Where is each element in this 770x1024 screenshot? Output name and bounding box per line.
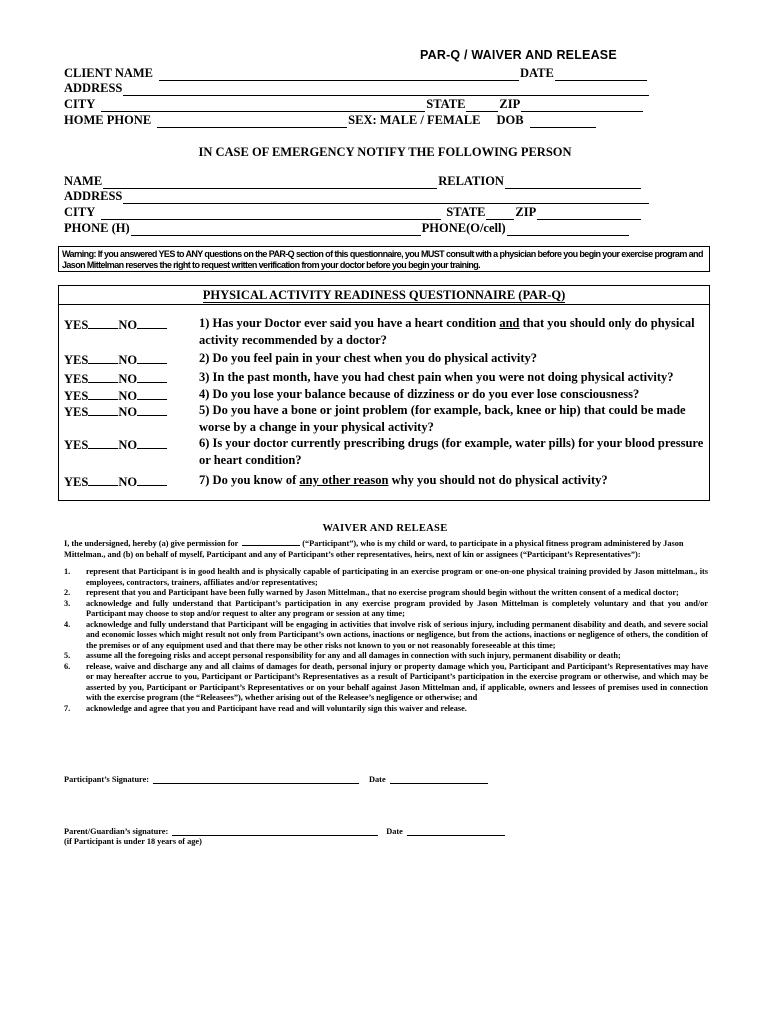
yes-field-2[interactable] [88, 352, 118, 364]
state-label: STATE [426, 97, 466, 111]
sex-label: SEX: MALE / FEMALE [348, 113, 481, 127]
yes-field-5[interactable] [88, 404, 118, 416]
no-label: NO [118, 389, 138, 403]
yes-field-6[interactable] [88, 437, 118, 449]
waiver-item [64, 599, 708, 620]
waiver-item-number: 2. [64, 588, 71, 597]
waiver-item [64, 651, 708, 662]
answer-row-6 [64, 437, 167, 453]
question-1-pre: 1) Has your Doctor ever said you have a heart condition [199, 316, 500, 330]
question-2: 2) Do you feel pain in your chest when you do physical activity? [199, 351, 537, 365]
answer-row-2 [64, 352, 167, 368]
zip-label: ZIP [499, 97, 521, 111]
phone-o-label: PHONE(O/cell) [421, 221, 506, 235]
dob-label: DOB [496, 113, 524, 127]
state-field[interactable] [466, 99, 498, 112]
client-name-field[interactable] [159, 68, 519, 81]
no-field-1[interactable] [137, 317, 167, 329]
emergency-address-field[interactable] [123, 191, 649, 204]
emergency-zip-field[interactable] [537, 207, 641, 220]
question-6: 6) Is your doctor currently prescribing drugs (for example, water pills) for your blood pressure or heart condition? [199, 436, 704, 467]
participant-signature-label: Participant’s Signature: [64, 775, 150, 784]
question-1-underlined: and [499, 316, 520, 330]
parq-divider [59, 304, 709, 305]
parq-section [58, 285, 710, 501]
no-label: NO [118, 318, 138, 332]
emergency-name-field[interactable] [103, 176, 437, 189]
yes-label: YES [64, 405, 89, 419]
yes-field-4[interactable] [88, 388, 118, 400]
waiver-item [64, 662, 708, 704]
address-field[interactable] [123, 83, 649, 96]
yes-label: YES [64, 353, 89, 367]
date-label: DATE [520, 66, 554, 80]
waiver-item-number: 4. [64, 619, 71, 629]
no-field-2[interactable] [137, 352, 167, 364]
parq-heading-text: PHYSICAL ACTIVITY READINESS QUESTIONNAIRE (PAR-Q) [202, 288, 566, 302]
question-1 [199, 315, 707, 349]
emergency-name-row [64, 174, 642, 189]
guardian-note: (if Participant is under 18 years of age) [64, 837, 202, 846]
emergency-name-label: NAME [64, 174, 103, 188]
waiver-item [64, 588, 708, 599]
document-title: PAR-Q / WAIVER AND RELEASE [420, 48, 617, 62]
waiver-item-number: 1. [64, 567, 71, 576]
no-field-4[interactable] [137, 388, 167, 400]
waiver-item-text: release, waive and discharge any and all claims of damages for death, personal injury or property damage which you, Participant and Participant’s Representatives may have or may hereafter accrue to you, Participant or Participant’s Representatives as a result of Participant’s participation in the exercise program or otherwise, and which may be asserted by you, Participant or Participant’s Representatives or on your behalf against Jason Mittelman and, if applicable, owners and lessees of premises used in connection with the exercise program (the “Releasees”), whether arising out of the Releasee’s negligence or otherwise; and [86, 661, 708, 702]
emergency-state-label: STATE [446, 205, 486, 219]
no-label: NO [118, 475, 138, 489]
home-phone-label: HOME PHONE [64, 113, 152, 127]
emergency-city-label: CITY [64, 205, 96, 219]
yes-label: YES [64, 372, 89, 386]
yes-field-7[interactable] [88, 474, 118, 486]
participant-signature-row [64, 774, 488, 784]
no-label: NO [118, 353, 138, 367]
guardian-signature-field[interactable] [172, 826, 378, 836]
emergency-heading: IN CASE OF EMERGENCY NOTIFY THE FOLLOWING PERSON [198, 145, 572, 159]
home-phone-field[interactable] [157, 115, 347, 128]
question-7-pre: 7) Do you know of [199, 473, 300, 487]
relation-label: RELATION [438, 174, 504, 188]
no-field-3[interactable] [137, 371, 167, 383]
emergency-city-field[interactable] [101, 207, 441, 220]
no-label: NO [118, 372, 138, 386]
answer-row-7 [64, 474, 167, 490]
waiver-item-text: represent that you and Participant have been fully warned by Jason Mittelman., that no exercise program should begin without the written consent of a medical doctor; [86, 588, 679, 597]
address-label: ADDRESS [64, 81, 123, 95]
waiver-title: WAIVER AND RELEASE [322, 523, 448, 534]
yes-field-1[interactable] [88, 317, 118, 329]
no-label: NO [118, 438, 138, 452]
relation-field[interactable] [505, 176, 641, 189]
emergency-zip-label: ZIP [515, 205, 537, 219]
city-label: CITY [64, 97, 96, 111]
no-field-6[interactable] [137, 437, 167, 449]
waiver-item-text: acknowledge and fully understand that Participant’s participation in any exercise program provided by Jason Mittelman is completely voluntary and that you and/or Participant may choose to stop and/or request to alter any program or session at any time; [86, 598, 708, 618]
waiver-item-text: represent that Participant is in good health and is physically capable of participating in an exercise program or one-on-one physical training provided by Jason mittelman., its employees, contractors, trainers, affiliates and/or representatives; [86, 567, 708, 587]
date-field[interactable] [555, 68, 647, 81]
waiver-item [64, 704, 708, 715]
yes-label: YES [64, 389, 89, 403]
waiver-item [64, 567, 708, 588]
zip-field[interactable] [521, 99, 643, 112]
no-label: NO [118, 405, 138, 419]
answer-row-3 [64, 371, 167, 387]
waiver-item-number: 3. [64, 598, 71, 608]
guardian-signature-label: Parent/Guardian’s signature: [64, 827, 169, 836]
no-field-5[interactable] [137, 404, 167, 416]
waiver-intro [64, 537, 708, 560]
waiver-item-text: assume all the foregoing risks and accept personal responsibility for any and all damages in connection with such injury, permanent disability or death; [86, 651, 621, 660]
question-1-post: that you should only do physical activity recommended by a doctor? [199, 316, 695, 347]
question-7-underlined: any other reason [299, 473, 389, 487]
waiver-item-text: acknowledge and fully understand that Participant will be engaging in activities that involve risk of serious injury, including permanent disability and death, and severe social and economic losses which might result not only from Participant’s own actions, inactions or negligence, but from the actions, inactions or negligence of others, the condition of the premises or of any equipment used and that there may be other risks not known to you or not reasonably foreseeable at this time; [86, 619, 708, 650]
parq-heading [59, 288, 709, 303]
participant-date-label: Date [369, 775, 386, 784]
question-7 [199, 472, 707, 489]
emergency-state-field[interactable] [486, 207, 514, 220]
emergency-address-row [64, 189, 650, 204]
participant-name-field[interactable] [242, 537, 300, 546]
waiver-list [64, 567, 708, 714]
guardian-date-field[interactable] [407, 826, 505, 836]
address-row [64, 81, 650, 96]
yes-label: YES [64, 318, 89, 332]
home-phone-row [64, 113, 597, 128]
phone-h-field[interactable] [131, 223, 421, 236]
city-row [64, 97, 644, 112]
question-5: 5) Do you have a bone or joint problem (for example, back, knee or hip) that could be made worse by a change in your physical activity? [199, 403, 686, 434]
yes-field-3[interactable] [88, 371, 118, 383]
answer-row-1 [64, 317, 167, 333]
client-name-row [64, 66, 648, 81]
participant-signature-field[interactable] [153, 774, 359, 784]
waiver-item-number: 6. [64, 661, 71, 671]
waiver-intro-a: I, the undersigned, hereby (a) give permission for [64, 539, 239, 548]
dob-field[interactable] [530, 115, 596, 128]
guardian-signature-row [64, 826, 505, 836]
waiver-item-number: 5. [64, 651, 71, 660]
emergency-address-label: ADDRESS [64, 189, 123, 203]
waiver-intro-b: (“Participant”), who is my child or ward, to participate in a physical fitness program administered by Jason Mittelman., and (b) on behalf of myself, Participant and any of Participant’s other representatives, heirs, next of kin or assignees (“Participant’s Representatives”): [64, 539, 684, 559]
question-7-post: why you should not do physical activity? [388, 473, 608, 487]
yes-label: YES [64, 475, 89, 489]
emergency-phone-row [64, 221, 630, 236]
participant-date-field[interactable] [390, 774, 488, 784]
waiver-item-text: acknowledge and agree that you and Participant have read and will voluntarily sign this waiver and release. [86, 703, 467, 713]
no-field-7[interactable] [137, 474, 167, 486]
warning-notice: Warning: If you answered YES to ANY questions on the PAR-Q section of this questionnaire, you MUST consult with a physician before you begin your exercise program and Jason Mittelman reserves the right to request written verification from your doctor before you begin your training. [58, 246, 710, 272]
answer-row-5 [64, 404, 167, 420]
city-field[interactable] [101, 99, 425, 112]
question-4: 4) Do you lose your balance because of dizziness or do you ever lose consciousness? [199, 387, 640, 401]
question-3: 3) In the past month, have you had chest pain when you were not doing physical activity? [199, 370, 674, 384]
guardian-date-label: Date [386, 827, 403, 836]
answer-row-4 [64, 388, 167, 404]
waiver-item [64, 620, 708, 652]
yes-label: YES [64, 438, 89, 452]
emergency-city-row [64, 205, 642, 220]
client-name-label: CLIENT NAME [64, 66, 154, 80]
phone-h-label: PHONE (H) [64, 221, 130, 235]
phone-o-field[interactable] [507, 223, 629, 236]
waiver-item-number: 7. [64, 703, 71, 713]
